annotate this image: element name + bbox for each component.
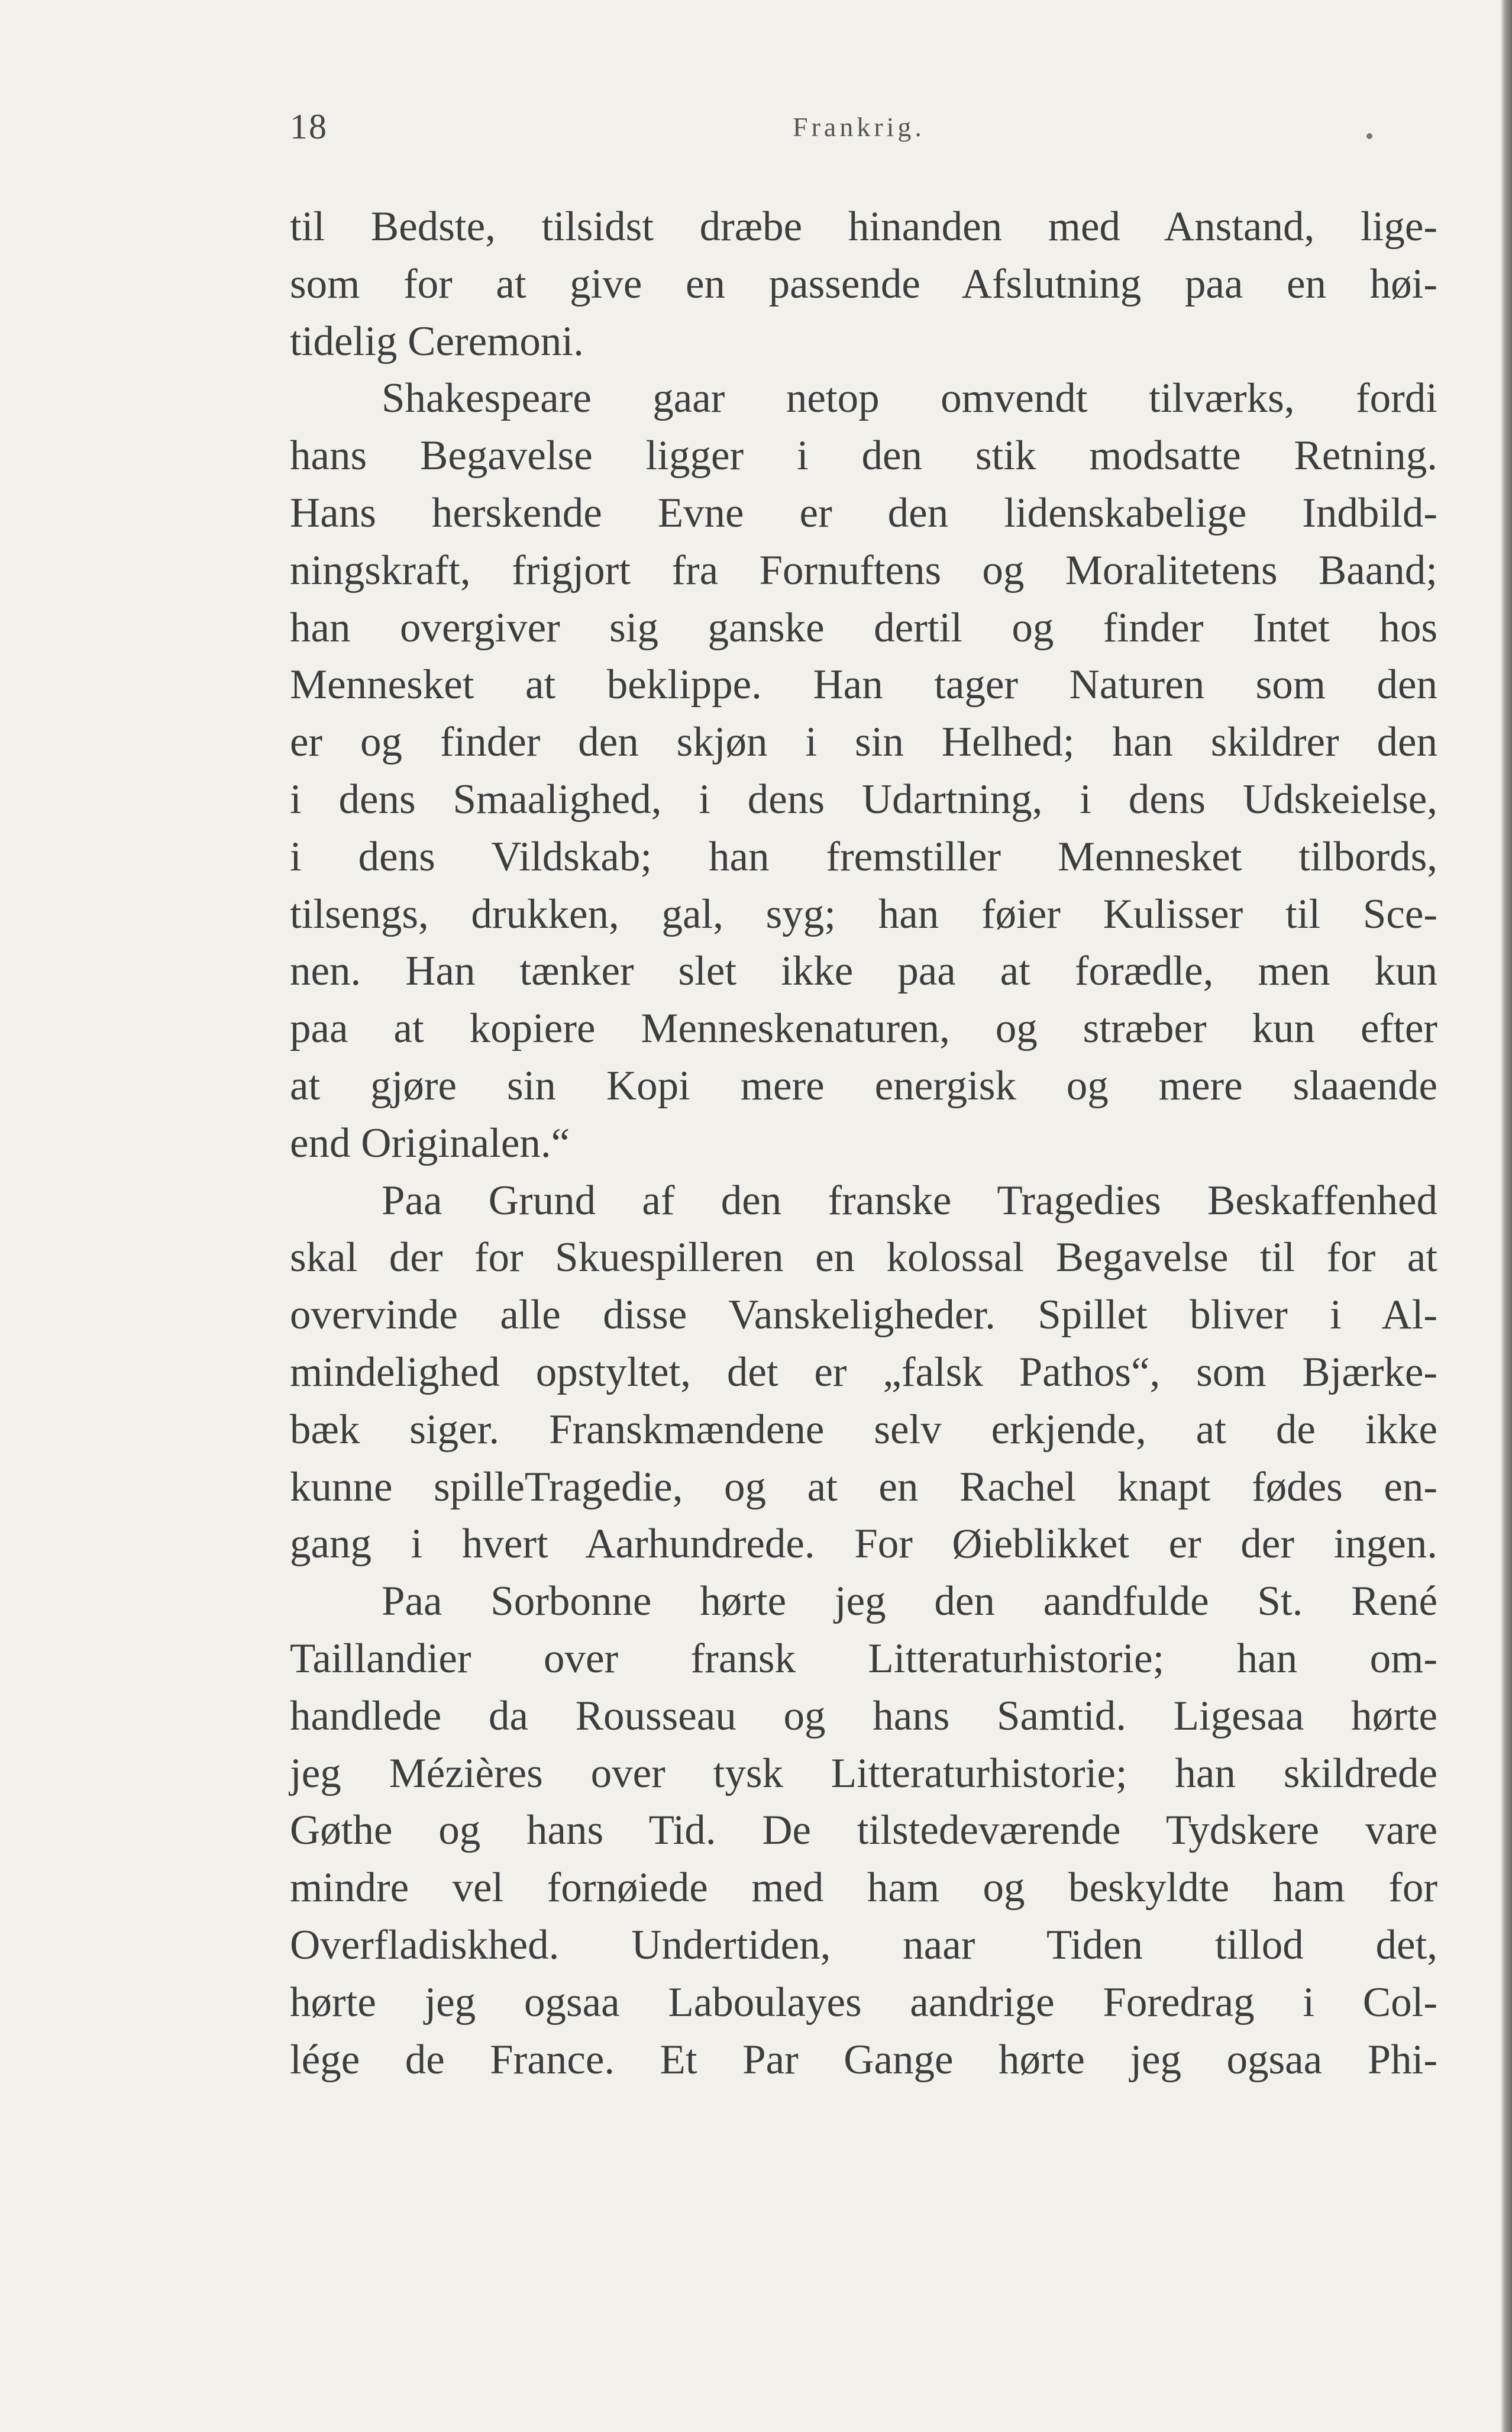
text-line: Gøthe og hans Tid. De tilstedeværende Tydskere vare <box>290 1807 1437 1854</box>
text-line: bæk siger. Franskmændene selv erkjende, at de ikke <box>290 1406 1437 1453</box>
text-line: Shakespeare gaar netop omvendt tilværks, fordi <box>382 375 1437 422</box>
text-line: nen. Han tænker slet ikke paa at forædle, men kun <box>290 948 1437 995</box>
text-line: hans Begavelse ligger i den stik modsatte Retning. <box>290 433 1437 479</box>
text-line: han overgiver sig ganske dertil og finder Intet hos <box>290 604 1437 651</box>
text-line: at gjøre sin Kopi mere energisk og mere slaaende <box>290 1062 1437 1109</box>
text-line: som for at give en passende Afslutning paa en høi- <box>290 260 1437 307</box>
text-line: lége de France. Et Par Gange hørte jeg ogsaa Phi- <box>290 2036 1437 2083</box>
text-line: er og finder den skjøn i sin Helhed; han skildrer den <box>290 719 1437 766</box>
text-line: Mennesket at beklippe. Han tager Naturen som den <box>290 662 1437 708</box>
header-dot <box>1366 133 1372 139</box>
text-line: gang i hvert Aarhundrede. For Øieblikket er der ingen. <box>290 1521 1437 1567</box>
page-header <box>290 107 1437 160</box>
text-line: Overfladiskhed. Undertiden, naar Tiden tillod det, <box>290 1921 1437 1968</box>
text-line: tilsengs, drukken, gal, syg; han føier Kulisser til Sce- <box>290 891 1437 937</box>
text-line: i dens Smaalighed, i dens Udartning, i dens Udskeielse, <box>290 776 1437 823</box>
text-line: kunne spilleTragedie, og at en Rachel knapt fødes en- <box>290 1463 1437 1510</box>
text-line: skal der for Skuespilleren en kolossal Begavelse til for at <box>290 1234 1437 1281</box>
text-line: Hans herskende Evne er den lidenskabelige Indbild- <box>290 489 1437 536</box>
text-line: Taillandier over fransk Litteraturhistorie; han om- <box>290 1635 1437 1682</box>
text-line: mindelighed opstyltet, det er „falsk Pathos“, som Bjærke- <box>290 1349 1437 1395</box>
text-line: Paa Sorbonne hørte jeg den aandfulde St. René <box>382 1578 1437 1625</box>
body-text <box>290 198 1437 2088</box>
running-head: Frankrig. <box>793 112 925 142</box>
text-line: handlede da Rousseau og hans Samtid. Ligesaa hørte <box>290 1692 1437 1739</box>
text-line: jeg Mézières over tysk Litteraturhistorie; han skildrede <box>290 1750 1437 1796</box>
text-line: paa at kopiere Menneskenaturen, og stræber kun efter <box>290 1005 1437 1052</box>
text-line: i dens Vildskab; han fremstiller Mennesket tilbords, <box>290 833 1437 880</box>
page-edge-shadow <box>1501 0 1512 2432</box>
text-line: mindre vel fornøiede med ham og beskyldte ham for <box>290 1865 1437 1911</box>
text-line: overvinde alle disse Vanskeligheder. Spillet bliver i Al- <box>290 1292 1437 1338</box>
text-line: til Bedste, tilsidst dræbe hinanden med Anstand, lige- <box>290 204 1437 250</box>
text-line: tidelig Ceremoni. <box>290 318 584 365</box>
text-line: ningskraft, frigjort fra Fornuftens og Moralitetens Baand; <box>290 547 1437 594</box>
text-line: hørte jeg ogsaa Laboulayes aandrige Foredrag i Col- <box>290 1979 1437 2025</box>
text-line: end Originalen.“ <box>290 1120 570 1166</box>
text-line: Paa Grund af den franske Tragedies Beskaffenhed <box>382 1177 1437 1224</box>
page-number: 18 <box>290 107 328 146</box>
